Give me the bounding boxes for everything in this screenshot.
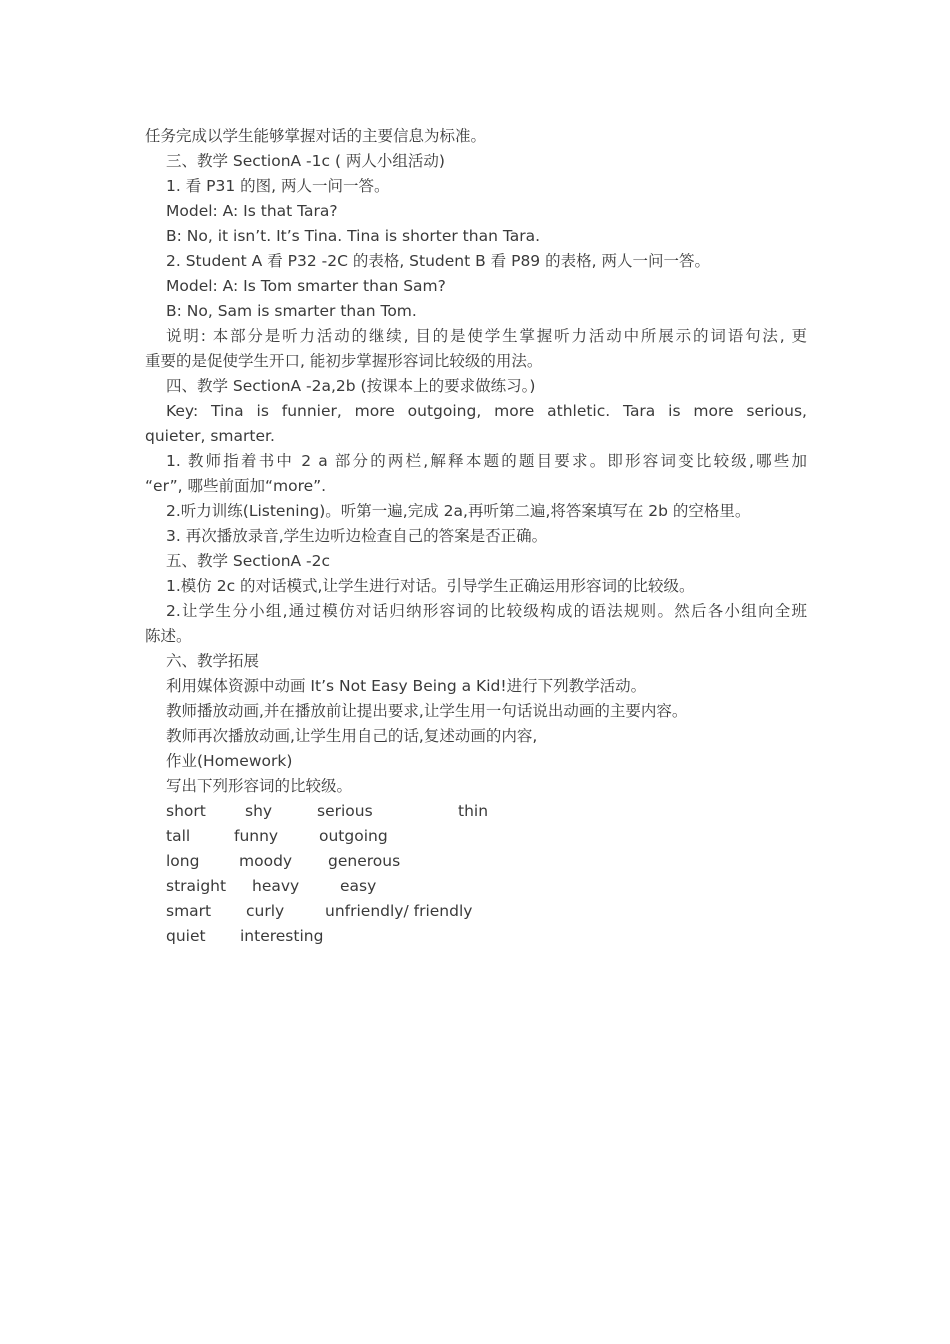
paragraph-line: 1. 教师指着书中 2 a 部分的两栏,解释本题的题目要求。即形容词变比较级,哪些加 [166,452,807,470]
paragraph-line: 利用媒体资源中动画 It’s Not Easy Being a Kid!进行下列教学活动。 [166,677,647,695]
paragraph-line: 陈述。 [145,627,192,645]
word-row [145,799,807,824]
paragraph-line: quieter, smarter. [145,427,275,445]
word-item: smart [166,902,212,920]
word-item: long [166,852,200,870]
word-item: tall [166,827,191,845]
word-item: easy [340,877,377,895]
paragraph-line: 说明: 本部分是听力活动的继续, 目的是使学生掌握听力活动中所展示的词语句法, 更 [166,327,807,345]
word-row [145,874,807,899]
word-item: curly [246,902,285,920]
paragraph-line: Model: A: Is Tom smarter than Sam? [166,277,446,295]
word-row [145,824,807,849]
paragraph-line: “er”, 哪些前面加“more”. [145,477,327,495]
section-heading: 三、教学 SectionA -1c ( 两人小组活动) [166,152,445,170]
homework-heading: 作业(Homework) [166,752,293,770]
word-item: quiet [166,927,206,945]
word-item: heavy [252,877,300,895]
word-item: shy [245,802,273,820]
paragraph-line: Key: Tina is funnier, more outgoing, more athletic. Tara is more serious, [166,402,807,420]
word-item: funny [234,827,279,845]
word-item: unfriendly/ friendly [325,902,473,920]
section-heading: 五、教学 SectionA -2c [166,552,331,570]
word-item: moody [239,852,293,870]
paragraph-line: 3. 再次播放录音,学生边听边检查自己的答案是否正确。 [166,527,548,545]
paragraph-line: 教师再次播放动画,让学生用自己的话,复述动画的内容, [166,727,538,745]
paragraph-line: 1. 看 P31 的图, 两人一问一答。 [166,177,390,195]
paragraph-line: 教师播放动画,并在播放前让提出要求,让学生用一句话说出动画的主要内容。 [166,702,688,720]
document-body [145,124,807,949]
word-item: serious [317,802,373,820]
paragraph-line: 2.听力训练(Listening)。听第一遍,完成 2a,再听第二遍,将答案填写在 2b 的空格里。 [166,502,751,520]
word-item: short [166,802,206,820]
word-item: thin [458,802,489,820]
paragraph-line: 2. Student A 看 P32 -2C 的表格, Student B 看 P89 的表格, 两人一问一答。 [166,252,710,270]
word-item: outgoing [319,827,388,845]
paragraph-line: 任务完成以学生能够掌握对话的主要信息为标准。 [145,127,487,145]
section-heading: 四、教学 SectionA -2a,2b (按课本上的要求做练习。) [166,377,536,395]
word-row [145,899,807,924]
word-row [145,924,807,949]
paragraph-line: B: No, Sam is smarter than Tom. [166,302,417,320]
paragraph-line: 重要的是促使学生开口, 能初步掌握形容词比较级的用法。 [145,352,543,370]
paragraph-line: 写出下列形容词的比较级。 [166,777,353,795]
paragraph-line: B: No, it isn’t. It’s Tina. Tina is shorter than Tara. [166,227,541,245]
paragraph-line: 2.让学生分小组,通过模仿对话归纳形容词的比较级构成的语法规则。然后各小组向全班 [166,602,807,620]
paragraph-line: 1.模仿 2c 的对话模式,让学生进行对话。引导学生正确运用形容词的比较级。 [166,577,695,595]
paragraph-line: Model: A: Is that Tara? [166,202,338,220]
word-row [145,849,807,874]
word-item: generous [328,852,401,870]
word-item: interesting [240,927,324,945]
word-item: straight [166,877,227,895]
section-heading: 六、教学拓展 [166,652,260,670]
